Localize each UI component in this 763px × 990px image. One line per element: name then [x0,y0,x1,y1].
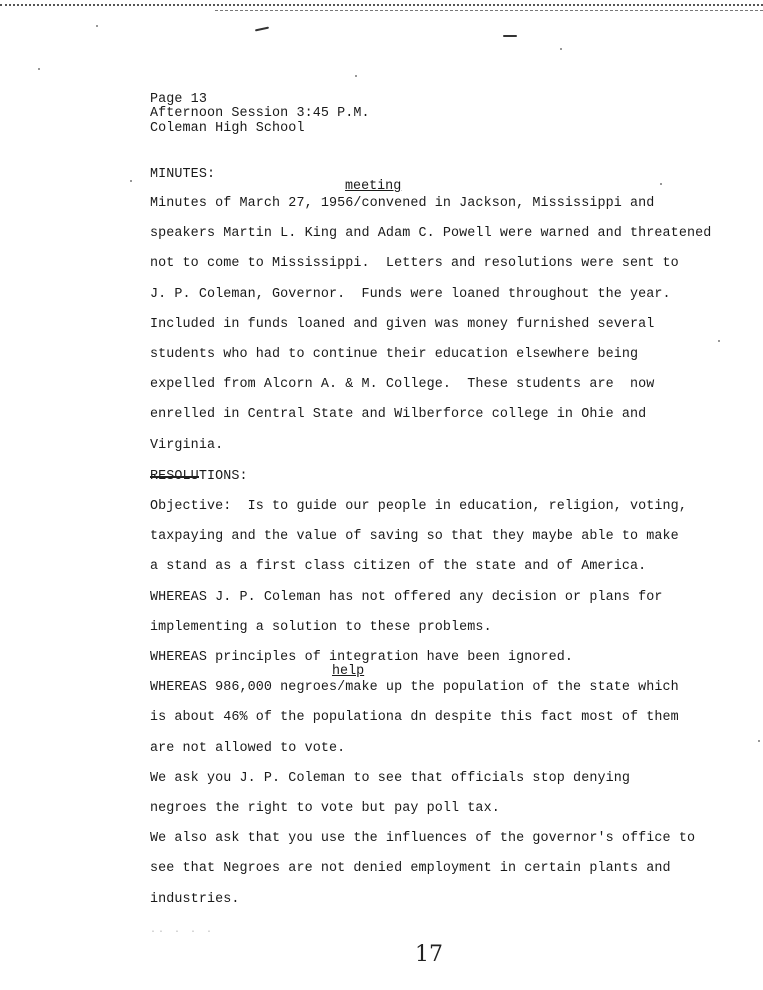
minutes-line: Minutes of March 27, 1956/convened in Jackson, Mississippi and [150,196,655,211]
overstruck-text: RESOLU [150,469,199,484]
insertion-meeting: meeting [345,179,402,194]
minutes-line: enrelled in Central State and Wilberforce college in Ohie and [150,407,647,422]
session-label: Afternoon Session 3:45 P.M. [150,106,370,121]
scan-speck [38,68,40,70]
scan-speck [96,25,98,27]
scan-speck [718,340,720,342]
resolutions-line: see that Negroes are not denied employment in certain plants and [150,861,671,876]
insertion-help: help [332,664,365,679]
resolutions-line: WHEREAS 986,000 negroes/make up the population of the state which [150,680,679,695]
minutes-line: students who had to continue their education elsewhere being [150,347,639,362]
heading-rest: TIONS: [198,469,248,484]
resolutions-line: We also ask that you use the influences of the governor's office to [150,831,696,846]
resolutions-line: are not allowed to vote. [150,741,346,756]
resolutions-line: industries. [150,892,240,907]
minutes-line: J. P. Coleman, Governor. Funds were loaned throughout the year. [150,287,671,302]
minutes-line: Virginia. [150,438,224,453]
scan-mark [503,35,517,37]
scan-speck [130,180,132,182]
resolutions-line: taxpaying and the value of saving so that they maybe able to make [150,529,679,544]
resolutions-line: a stand as a first class citizen of the state and of America. [150,559,647,574]
resolutions-line: Objective: Is to guide our people in education, religion, voting, [150,499,687,514]
resolutions-line: WHEREAS J. P. Coleman has not offered any decision or plans for [150,590,663,605]
location-label: Coleman High School [150,121,305,136]
scan-speck [560,48,562,50]
faint-bleedthrough: .. . . . [150,925,215,936]
resolutions-line: WHEREAS principles of integration have been ignored. [150,650,574,665]
minutes-line: not to come to Mississippi. Letters and resolutions were sent to [150,256,679,271]
top-border-dots [0,4,763,6]
resolutions-line: is about 46% of the populationa dn despite this fact most of them [150,710,679,725]
minutes-line: speakers Martin L. King and Adam C. Powell were warned and threatened [150,226,712,241]
resolutions-line: We ask you J. P. Coleman to see that officials stop denying [150,771,631,786]
minutes-line: expelled from Alcorn A. & M. College. These students are now [150,377,655,392]
scan-speck [355,75,357,77]
scan-mark [255,27,269,32]
minutes-heading: MINUTES: [150,167,216,182]
resolutions-heading [150,469,248,485]
scan-speck [660,183,662,185]
handwritten-page-number: 17 [415,942,443,967]
resolutions-line: implementing a solution to these problems. [150,620,492,635]
top-border-dashes [215,10,763,11]
resolutions-line: negroes the right to vote but pay poll tax. [150,801,500,816]
minutes-line: Included in funds loaned and given was money furnished several [150,317,655,332]
scan-speck [758,740,760,742]
page-label: Page 13 [150,92,207,107]
